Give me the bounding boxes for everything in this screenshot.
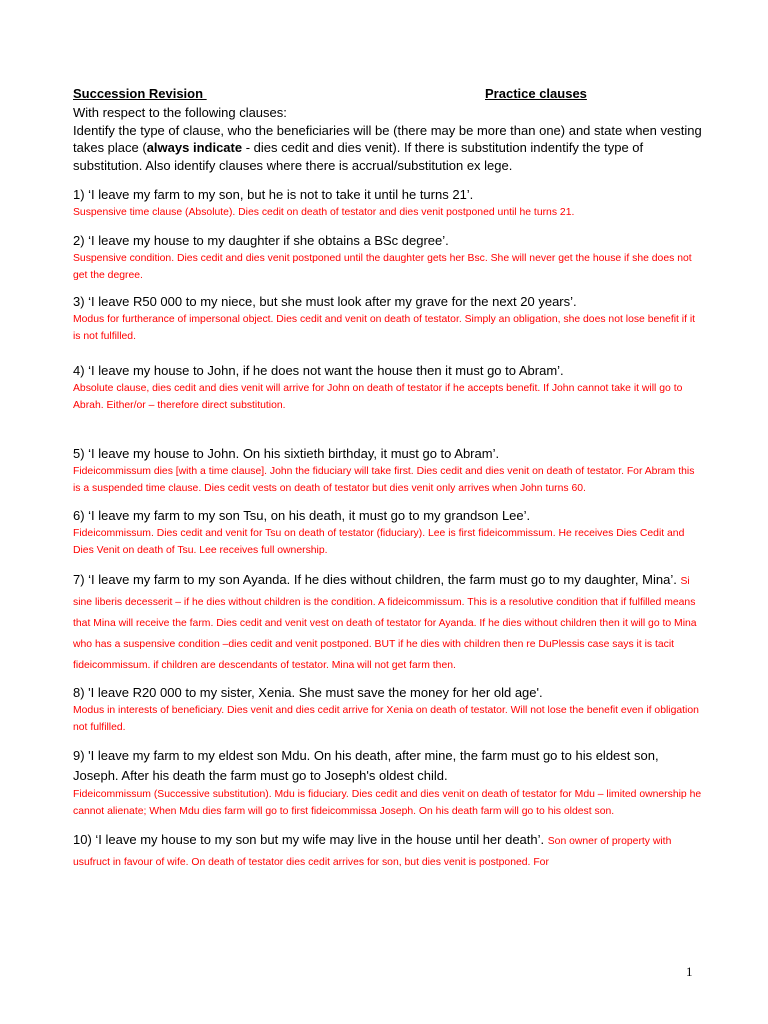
clause-question: 9) 'I leave my farm to my eldest son Mdu. On his death, after mine, the farm must go to his eldest son, Joseph. After his death the farm must go to Joseph's oldest child. xyxy=(73,748,659,783)
clause-answer: Suspensive time clause (Absolute). Dies cedit on death of testator and dies venit postponed until he turns 21. xyxy=(73,207,575,218)
clause-question: 4) ‘I leave my house to John, if he does not want the house then it must go to Abram’. xyxy=(73,363,564,378)
clause-question: 5) ‘I leave my house to John. On his sixtieth birthday, it must go to Abram’. xyxy=(73,446,500,461)
clause-answer: Modus for furtherance of impersonal object. Dies cedit and venit on death of testator. Simply an obligation, she does not lose benefit if it is not fulfilled. xyxy=(73,314,696,342)
document-title: Succession Revision xyxy=(73,86,207,101)
clause-answer: Modus in interests of beneficiary. Dies venit and dies cedit arrive for Xenia on death of testator. Will not lose the benefit even if obligation not fulfilled. xyxy=(73,705,699,733)
clause-answer: Son owner of property with usufruct in favour of wife. On death of testator dies cedit arrives for son, but dies venit is postponed. For xyxy=(73,836,672,868)
clause-question: 8) 'I leave R20 000 to my sister, Xenia. She must save the money for her old age'. xyxy=(73,685,543,700)
intro-instructions xyxy=(73,122,703,175)
intro-text-post: - dies cedit and dies venit). If there is substitution indentify the type of substitution. Also identify clauses where there is accrual/substitution ex lege. xyxy=(73,140,644,173)
clause-7 xyxy=(73,569,703,674)
clause-6 xyxy=(73,507,703,559)
clause-8 xyxy=(73,684,703,736)
intro-line-1: With respect to the following clauses: xyxy=(73,105,287,120)
clause-5 xyxy=(73,445,703,497)
page-number: 1 xyxy=(686,964,693,979)
clause-question: 1) ‘I leave my farm to my son, but he is not to take it until he turns 21’. xyxy=(73,187,474,202)
clause-answer: Fideicommissum dies [with a time clause]. John the fiduciary will take first. Dies cedit and dies venit on death of testator. For Abram this is a suspended time clause. Dies cedit vests on death of testator but dies venit only arrives when John turns 60. xyxy=(73,466,695,494)
clause-answer: Fideicommissum. Dies cedit and venit for Tsu on death of testator (fiduciary). Lee is first fideicommissum. He receives Dies Cedit and Dies Venit on death of Tsu. Lee receives full ownership. xyxy=(73,528,685,556)
clause-answer: Fideicommissum (Successive substitution). Mdu is fiduciary. Dies cedit and dies venit on death of testator for Mdu – limited ownership he cannot alienate; When Mdu dies farm will go to first fideicommissa Joseph. On his death farm will go to his oldest son. xyxy=(73,789,702,817)
section-title: Practice clauses xyxy=(485,86,587,101)
clause-10 xyxy=(73,830,703,872)
clause-question-text: 7) ‘I leave my farm to my son Ayanda. If he dies without children, the farm must go to my daughter, Mina’. xyxy=(73,572,677,587)
clause-question xyxy=(73,569,703,674)
clause-question: 2) ‘I leave my house to my daughter if she obtains a BSc degree’. xyxy=(73,233,449,248)
clause-answer: Suspensive condition. Dies cedit and dies venit postponed until the daughter gets her Bsc. She will never get the house if she does not get the degree. xyxy=(73,253,692,281)
clause-answer: Absolute clause, dies cedit and dies venit will arrive for John on death of testator if he accepts benefit. If John cannot take it will go to Abrah. Either/or – therefore direct substitution. xyxy=(73,383,683,411)
document-page xyxy=(73,86,703,872)
clause-question-text: 10) ‘I leave my house to my son but my wife may live in the house until her death’. xyxy=(73,832,545,847)
clause-4 xyxy=(73,362,703,414)
clause-question xyxy=(73,830,703,872)
clause-3 xyxy=(73,293,703,345)
clause-question: 6) ‘I leave my farm to my son Tsu, on his death, it must go to my grandson Lee’. xyxy=(73,508,531,523)
clause-9 xyxy=(73,746,703,820)
header xyxy=(73,86,703,104)
clause-answer: Si sine liberis decesserit – if he dies without children is the condition. A fideicommissum. This is a resolutive condition that if fulfilled means that Mina will receive the farm. Dies cedit and venit vest on death of testator for Ayanda. If he dies without children then it will go to Mina who has a suspensive condition –dies cedit and venit postponed. BUT if he dies with children then re DuPlessis case says it is tacit fideicommissum. if children are descendants of testator. Mina will not get farm then. xyxy=(73,576,697,671)
clause-1 xyxy=(73,186,703,221)
clause-question: 3) ‘I leave R50 000 to my niece, but she must look after my grave for the next 20 years’. xyxy=(73,294,577,309)
intro-text-bold: always indicate xyxy=(146,140,243,155)
clause-2 xyxy=(73,232,703,284)
intro-text-pre: Identify the type of clause, who the beneficiaries will be (there may be more than one) and state when vesting takes place ( xyxy=(73,122,702,155)
